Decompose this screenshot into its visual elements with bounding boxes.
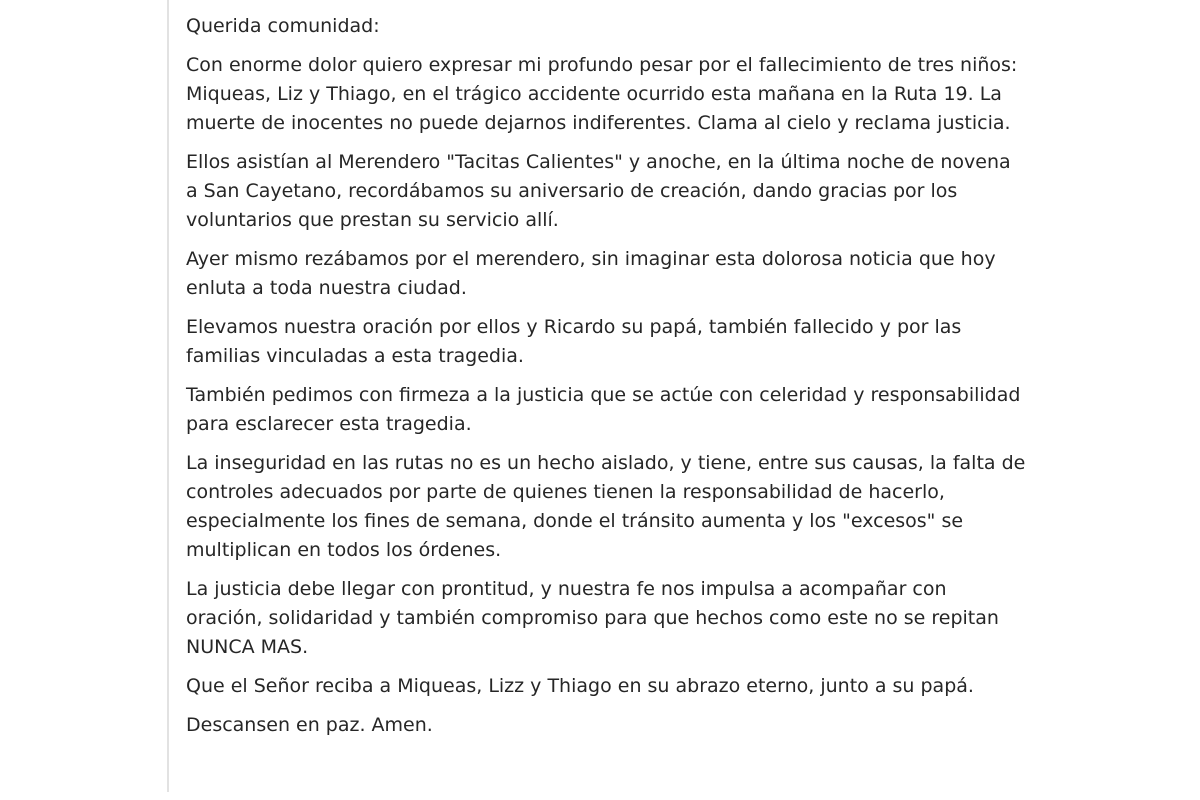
letter-greeting: Querida comunidad:	[186, 15, 380, 37]
letter-paragraph-7: La justicia debe llegar con prontitud, y nuestra fe nos impulsa a acompañar con oración, solidaridad y también compromiso para que hechos como este no se repitan NUNCA MAS.	[186, 578, 999, 658]
letter-paragraph-8: Que el Señor reciba a Miqueas, Lizz y Thiago en su abrazo eterno, junto a su papá.	[186, 675, 974, 697]
letter-body	[186, 12, 1026, 750]
letter-closing: Descansen en paz. Amen.	[186, 714, 433, 736]
letter-paragraph-5: También pedimos con firmeza a la justicia que se actúe con celeridad y responsabilidad para esclarecer esta tragedia.	[186, 384, 1021, 435]
left-border-rule	[167, 0, 169, 792]
letter-paragraph-1: Con enorme dolor quiero expresar mi profundo pesar por el fallecimiento de tres niños: Miqueas, Liz y Thiago, en el trágico accidente ocurrido esta mañana en la Ruta 19. La muerte de inocentes no puede dejarnos indiferentes. Clama al cielo y reclama justicia.	[186, 54, 1018, 134]
letter-paragraph-2: Ellos asistían al Merendero "Tacitas Calientes" y anoche, en la última noche de novena a San Cayetano, recordábamos su aniversario de creación, dando gracias por los voluntarios que prestan su servicio allí.	[186, 151, 1011, 231]
letter-paragraph-3: Ayer mismo rezábamos por el merendero, sin imaginar esta dolorosa noticia que hoy enluta a toda nuestra ciudad.	[186, 248, 996, 299]
letter-paragraph-4: Elevamos nuestra oración por ellos y Ricardo su papá, también fallecido y por las familias vinculadas a esta tragedia.	[186, 316, 962, 367]
letter-paragraph-6: La inseguridad en las rutas no es un hecho aislado, y tiene, entre sus causas, la falta de controles adecuados por parte de quienes tienen la responsabilidad de hacerlo, especialmente los fines de semana, donde el tránsito aumenta y los "excesos" se multiplican en todos los órdenes.	[186, 452, 1026, 561]
